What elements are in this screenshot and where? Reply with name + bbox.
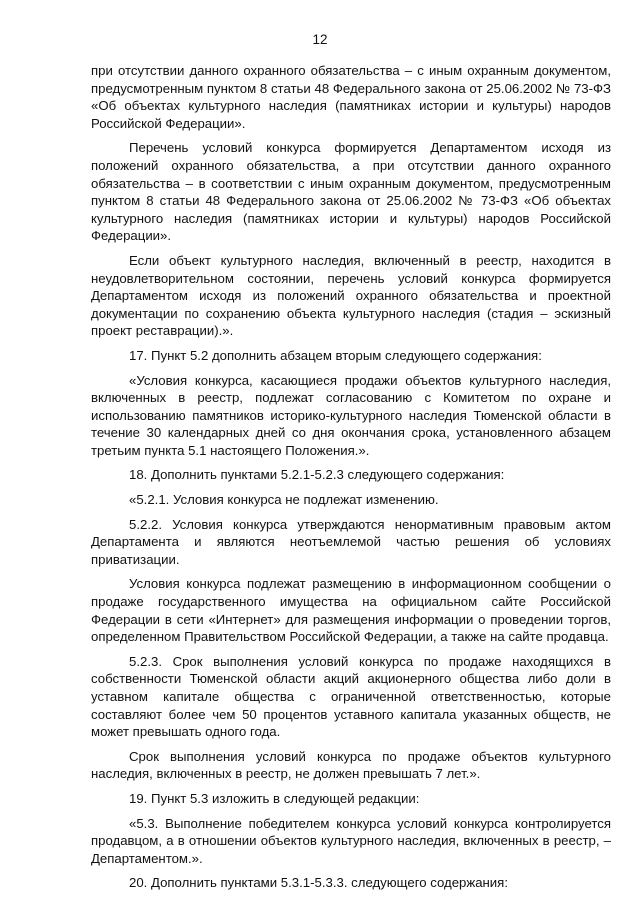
paragraph-item-19: 19. Пункт 5.3 изложить в следующей редакции: [129,790,420,806]
paragraph-item-18: 18. Дополнить пунктами 5.2.1-5.2.3 следующего содержания: [129,467,505,483]
paragraph-continuation: при отсутствии данного охранного обязательства – с иным охранным документом, предусмотренным пунктом 8 статьи 48 Федерального закона от 25.06.2002 № 73-ФЗ «Об объектах культурного наследия (памятниках истории и культуры) народов Российской Федерации». [91,63,611,131]
page-number: 12 [312,32,328,47]
paragraph-conditions-list: Перечень условий конкурса формируется Департаментом исходя из положений охранного обязательства, а при отсутствии данного охранного обязательства – в соответствии с иным охранным документом, предусмотренным пунктом 8 статьи 48 Федерального закона от 25.06.2002 № 73-ФЗ «Об объектах культурного наследия (памятниках истории и культуры) народов Российской Федерации». [91,140,611,244]
paragraph-unsatisfactory-state: Если объект культурного наследия, включенный в реестр, находится в неудовлетворительном состоянии, перечень условий конкурса формируется Департаментом исходя из положений охранного обязательства и проектной документации по сохранению объекта культурного наследия (стадия – эскизный проект реставрации).». [91,252,611,339]
document-body [91,62,611,899]
paragraph-5-2-1: «5.2.1. Условия конкурса не подлежат изменению. [129,492,439,508]
paragraph-item-17: 17. Пункт 5.2 дополнить абзацем вторым следующего содержания: [129,347,542,363]
paragraph-5-2-3: 5.2.3. Срок выполнения условий конкурса по продаже находящихся в собственности Тюменской области акций акционерного общества либо доли в уставном капитале общества с ограниченной ответственностью, которые составляют более чем 50 процентов уставного капитала указанных обществ, не может превышать одного года. [91,653,611,740]
paragraph-publication: Условия конкурса подлежат размещению в информационном сообщении о продаже государственного имущества на официальном сайте Российской Федерации в сети «Интернет» для размещения информации о проведении торгов, определенном Правительством Российской Федерации, а также на сайте продавца. [91,576,611,645]
paragraph-5-2-2: 5.2.2. Условия конкурса утверждаются ненормативным правовым актом Департамента и являются неотъемлемой частью решения об условиях приватизации. [91,516,611,567]
paragraph-item-20: 20. Дополнить пунктами 5.3.1-5.3.3. следующего содержания: [129,875,508,891]
paragraph-5-3: «5.3. Выполнение победителем конкурса условий конкурса контролируется продавцом, а в отношении объектов культурного наследия, включенных в реестр, – Департаментом.». [91,815,611,866]
paragraph-approval-conditions: «Условия конкурса, касающиеся продажи объектов культурного наследия, включенных в реестр, подлежат согласованию с Комитетом по охране и использованию памятников историко-культурного наследия Тюменской области в течение 30 календарных дней со дня окончания срока, установленного абзацем третьим пункта 5.1 настоящего Положения.». [91,372,611,458]
paragraph-deadline-heritage: Срок выполнения условий конкурса по продаже объектов культурного наследия, включенных в реестр, не должен превышать 7 лет.». [91,748,611,782]
